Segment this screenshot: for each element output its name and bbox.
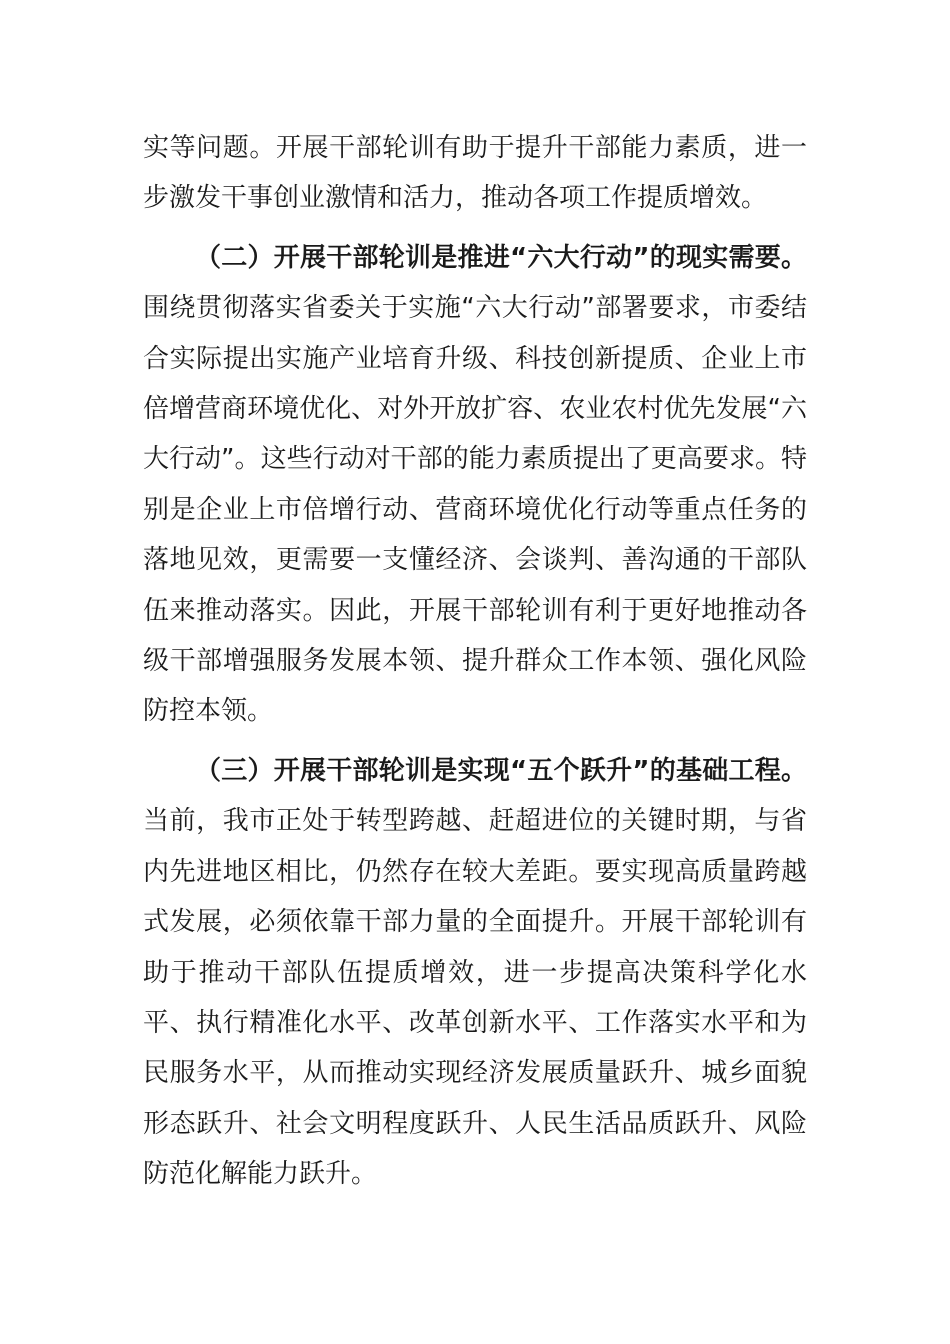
paragraph-body: 当前，我市正处于转型跨越、赶超进位的关键时期，与省内先进地区相比，仍然存在较大差距。要实现高质量跨越式发展，必须依靠干部力量的全面提升。开展干部轮训有助于推动干部队伍提质增效，进一步提高决策科学化水平、执行精准化水平、改革创新水平、工作落实水平和为民服务水平，从而推动实现经济发展质量跃升、城乡面貌形态跃升、社会文明程度跃升、人民生活品质跃升、风险防范化解能力跃升。 [143,806,807,1190]
paragraph-section-three [143,746,807,1200]
document-body [143,123,807,1209]
section-heading-three: （三）开展干部轮训是实现“五个跃升”的基础工程。 [195,755,807,786]
paragraph-section-two [143,233,807,737]
paragraph-body: 实等问题。开展干部轮训有助于提升干部能力素质，进一步激发干事创业激情和活力，推动各项工作提质增效。 [143,133,807,214]
section-heading-two: （二）开展干部轮训是推进“六大行动”的现实需要。 [195,242,807,273]
paragraph-continuation [143,123,807,224]
paragraph-body: 围绕贯彻落实省委关于实施“六大行动”部署要求，市委结合实际提出实施产业培育升级、科技创新提质、企业上市倍增营商环境优化、对外开放扩容、农业农村优先发展“六大行动”。这些行动对干部的能力素质提出了更高要求。特别是企业上市倍增行动、营商环境优化行动等重点任务的落地见效，更需要一支懂经济、会谈判、善沟通的干部队伍来推动落实。因此，开展干部轮训有利于更好地推动各级干部增强服务发展本领、提升群众工作本领、强化风险防控本领。 [143,293,807,727]
